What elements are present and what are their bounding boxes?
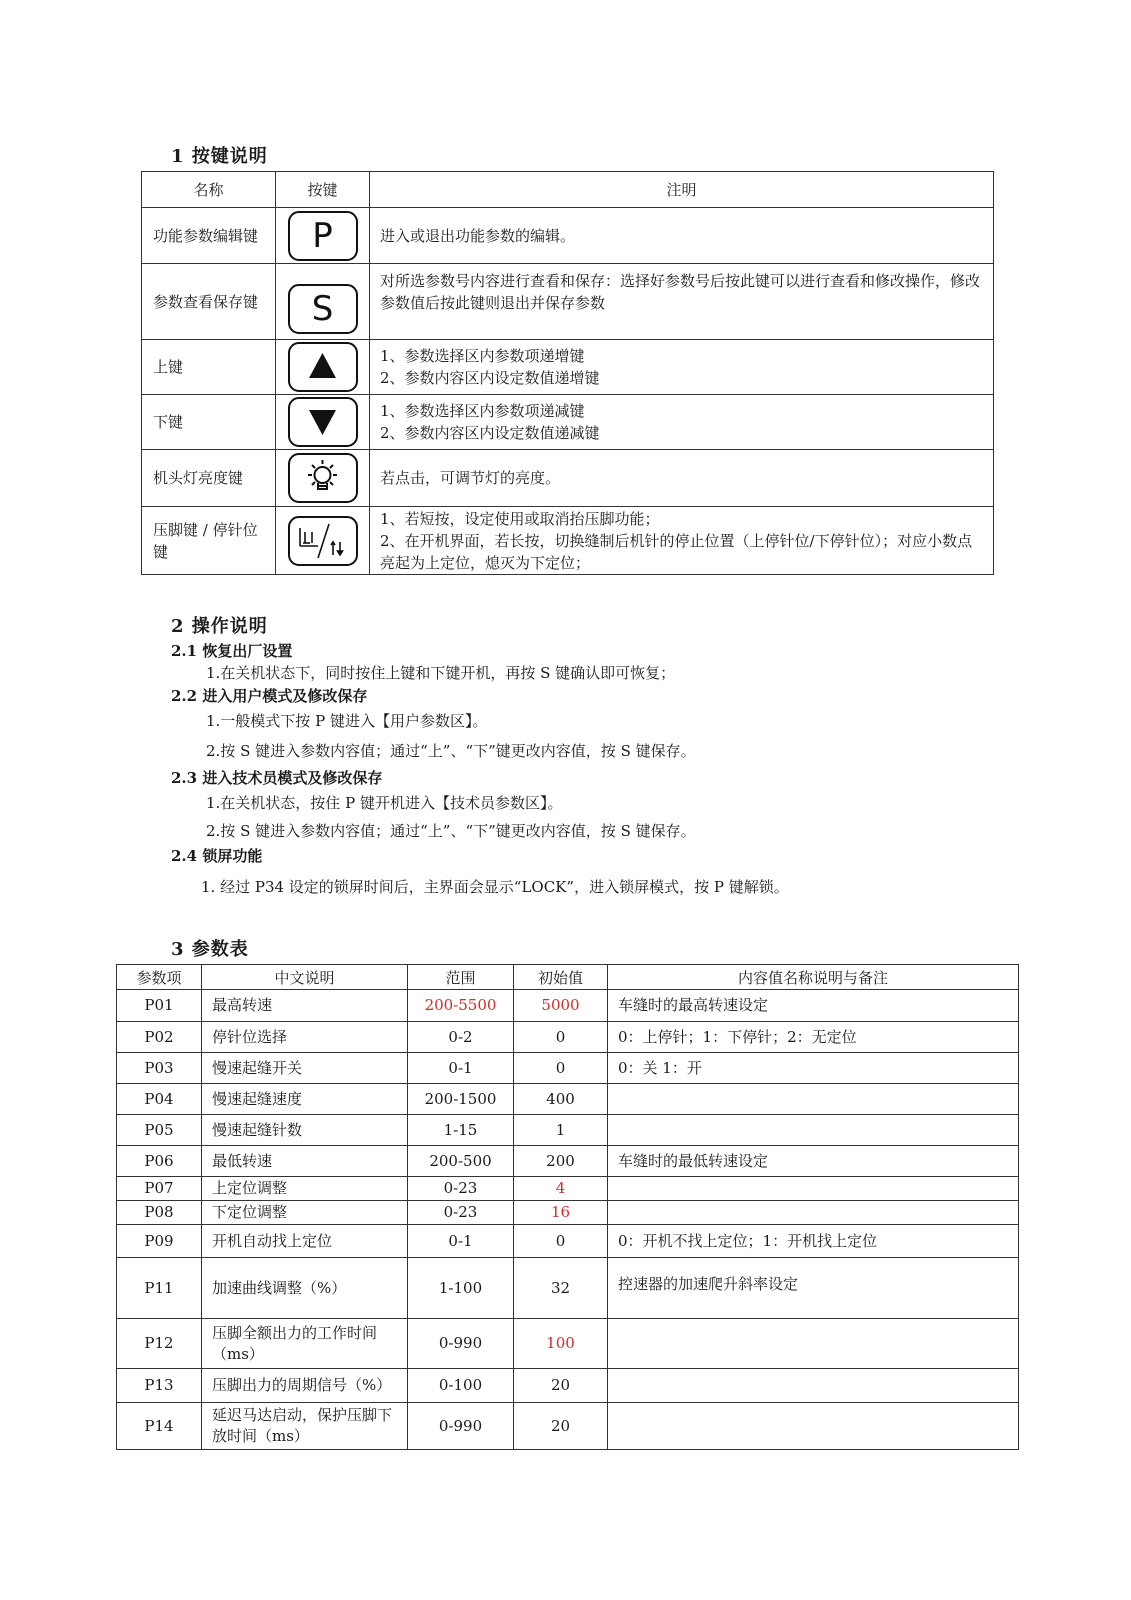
table-row (117, 1201, 1019, 1225)
table-row (142, 340, 994, 395)
param-desc: 延迟马达启动，保护压脚下放时间（ms） (202, 1403, 408, 1450)
param-range: 0-100 (408, 1369, 514, 1403)
table-row (117, 1084, 1019, 1115)
param-code: P06 (117, 1146, 202, 1177)
down-triangle-icon (288, 397, 358, 447)
key-table-header (142, 172, 994, 208)
param-code: P08 (117, 1201, 202, 1225)
param-range: 1-100 (408, 1258, 514, 1319)
param-default: 32 (514, 1258, 608, 1319)
param-table-header (117, 965, 1019, 990)
param-note: 0：开机不找上定位；1：开机找上定位 (608, 1225, 1019, 1258)
param-note: 车缝时的最低转速设定 (608, 1146, 1019, 1177)
table-row (117, 1115, 1019, 1146)
param-range: 0-990 (408, 1403, 514, 1450)
subsection-heading: 2.3 进入技术员模式及修改保存 (171, 769, 383, 787)
s-key-icon: S (288, 284, 358, 334)
param-code: P03 (117, 1053, 202, 1084)
table-row (117, 1146, 1019, 1177)
key-note-line: 1、参数选择区内参数项递减键 (380, 402, 585, 420)
table-row (117, 1053, 1019, 1084)
param-code: P07 (117, 1177, 202, 1201)
param-code: P05 (117, 1115, 202, 1146)
key-note-line: 1、参数选择区内参数项递增键 (380, 347, 585, 365)
param-code: P13 (117, 1369, 202, 1403)
param-range: 200-1500 (408, 1084, 514, 1115)
instruction-line: 2.按 S 键进入参数内容值；通过“上”、“下”键更改内容值，按 S 键保存。 (206, 822, 696, 840)
key-note: 进入或退出功能参数的编辑。 (370, 208, 994, 264)
param-range: 0-23 (408, 1177, 514, 1201)
instruction-line: 1.一般模式下按 P 键进入【用户参数区】。 (206, 712, 488, 730)
header-key: 按键 (276, 172, 370, 208)
param-note (608, 1403, 1019, 1450)
param-code: P12 (117, 1319, 202, 1369)
light-bulb-icon (288, 453, 358, 503)
header-name: 名称 (142, 172, 276, 208)
param-note (608, 1084, 1019, 1115)
table-row (117, 1022, 1019, 1053)
table-row (142, 450, 994, 507)
param-desc: 停针位选择 (202, 1022, 408, 1053)
param-range: 0-1 (408, 1225, 514, 1258)
param-default: 16 (514, 1201, 608, 1225)
param-code: P09 (117, 1225, 202, 1258)
param-code: P04 (117, 1084, 202, 1115)
param-note: 0：上停针；1：下停针；2：无定位 (608, 1022, 1019, 1053)
param-default: 400 (514, 1084, 608, 1115)
section2-title: 2 操作说明 (171, 616, 268, 637)
param-desc: 下定位调整 (202, 1201, 408, 1225)
table-row (117, 1258, 1019, 1319)
table-row (117, 1403, 1019, 1450)
table-row (117, 1225, 1019, 1258)
param-default: 0 (514, 1053, 608, 1084)
param-code: P14 (117, 1403, 202, 1450)
param-default: 1 (514, 1115, 608, 1146)
key-note: 若点击，可调节灯的亮度。 (370, 450, 994, 507)
header-range: 范围 (408, 965, 514, 990)
param-range: 200-5500 (408, 990, 514, 1022)
instruction-line: 2.按 S 键进入参数内容值；通过“上”、“下”键更改内容值，按 S 键保存。 (206, 742, 696, 760)
header-default: 初始值 (514, 965, 608, 990)
header-code: 参数项 (117, 965, 202, 990)
param-code: P01 (117, 990, 202, 1022)
param-note (608, 1369, 1019, 1403)
instruction-line: 1.在关机状态下，同时按住上键和下键开机，再按 S 键确认即可恢复； (206, 664, 676, 682)
param-code: P02 (117, 1022, 202, 1053)
param-range: 0-990 (408, 1319, 514, 1369)
param-range: 1-15 (408, 1115, 514, 1146)
param-note (608, 1115, 1019, 1146)
section1-title: 1 按键说明 (171, 146, 268, 167)
param-range: 0-23 (408, 1201, 514, 1225)
param-note (608, 1177, 1019, 1201)
subsection-heading: 2.2 进入用户模式及修改保存 (171, 687, 368, 705)
table-row (142, 208, 994, 264)
up-triangle-icon (288, 342, 358, 392)
key-name: 下键 (142, 395, 276, 450)
presser-foot-needle-icon (288, 516, 358, 566)
key-description-table (141, 171, 994, 575)
subsection-heading: 2.1 恢复出厂设置 (171, 642, 293, 660)
param-desc: 压脚全额出力的工作时间（ms） (202, 1319, 408, 1369)
param-default: 200 (514, 1146, 608, 1177)
key-name: 功能参数编辑键 (142, 208, 276, 264)
table-row (117, 990, 1019, 1022)
instruction-line: 1.在关机状态，按住 P 键开机进入【技术员参数区】。 (206, 794, 563, 812)
param-desc: 上定位调整 (202, 1177, 408, 1201)
param-desc: 压脚出力的周期信号（%） (202, 1369, 408, 1403)
section3-title: 3 参数表 (171, 939, 249, 960)
header-desc: 中文说明 (202, 965, 408, 990)
key-note: 对所选参数号内容进行查看和保存：选择好参数号后按此键可以进行查看和修改操作，修改参数值后按此键则退出并保存参数 (370, 264, 994, 340)
param-note: 车缝时的最高转速设定 (608, 990, 1019, 1022)
instruction-line: 1. 经过 P34 设定的锁屏时间后，主界面会显示“LOCK”，进入锁屏模式，按 P 键解锁。 (201, 878, 789, 896)
parameter-table (116, 964, 1019, 1450)
key-name: 参数查看保存键 (142, 264, 276, 340)
param-note (608, 1319, 1019, 1369)
table-row (117, 1319, 1019, 1369)
table-row (117, 1369, 1019, 1403)
param-range: 200-500 (408, 1146, 514, 1177)
key-note-line: 1、若短按，设定使用或取消抬压脚功能； (380, 509, 660, 528)
param-default: 5000 (514, 990, 608, 1022)
key-note-line: 2、参数内容区内设定数值递增键 (380, 369, 600, 387)
key-note-line: 2、在开机界面，若长按，切换缝制后机针的停止位置（上停针位/下停针位）；对应小数点亮起为上定位，熄灭为下定位； (380, 531, 973, 572)
subsection-heading: 2.4 锁屏功能 (171, 847, 263, 865)
table-row (142, 395, 994, 450)
param-note: 0：关 1：开 (608, 1053, 1019, 1084)
key-name: 压脚键 / 停针位键 (142, 507, 276, 575)
param-default: 0 (514, 1022, 608, 1053)
table-row (142, 264, 994, 340)
header-note: 注明 (370, 172, 994, 208)
p-key-icon: P (288, 211, 358, 261)
key-name: 机头灯亮度键 (142, 450, 276, 507)
param-range: 0-2 (408, 1022, 514, 1053)
param-code: P11 (117, 1258, 202, 1319)
header-note: 内容值名称说明与备注 (608, 965, 1019, 990)
param-default: 20 (514, 1403, 608, 1450)
param-desc: 加速曲线调整（%） (202, 1258, 408, 1319)
param-default: 100 (514, 1319, 608, 1369)
param-default: 4 (514, 1177, 608, 1201)
param-note: 控速器的加速爬升斜率设定 (608, 1258, 1019, 1319)
param-desc: 开机自动找上定位 (202, 1225, 408, 1258)
param-desc: 最高转速 (202, 990, 408, 1022)
key-name: 上键 (142, 340, 276, 395)
param-default: 20 (514, 1369, 608, 1403)
param-default: 0 (514, 1225, 608, 1258)
table-row (117, 1177, 1019, 1201)
param-desc: 慢速起缝开关 (202, 1053, 408, 1084)
param-desc: 慢速起缝针数 (202, 1115, 408, 1146)
table-row (142, 507, 994, 575)
param-desc: 最低转速 (202, 1146, 408, 1177)
param-note (608, 1201, 1019, 1225)
key-note-line: 2、参数内容区内设定数值递减键 (380, 424, 600, 442)
param-range: 0-1 (408, 1053, 514, 1084)
param-desc: 慢速起缝速度 (202, 1084, 408, 1115)
